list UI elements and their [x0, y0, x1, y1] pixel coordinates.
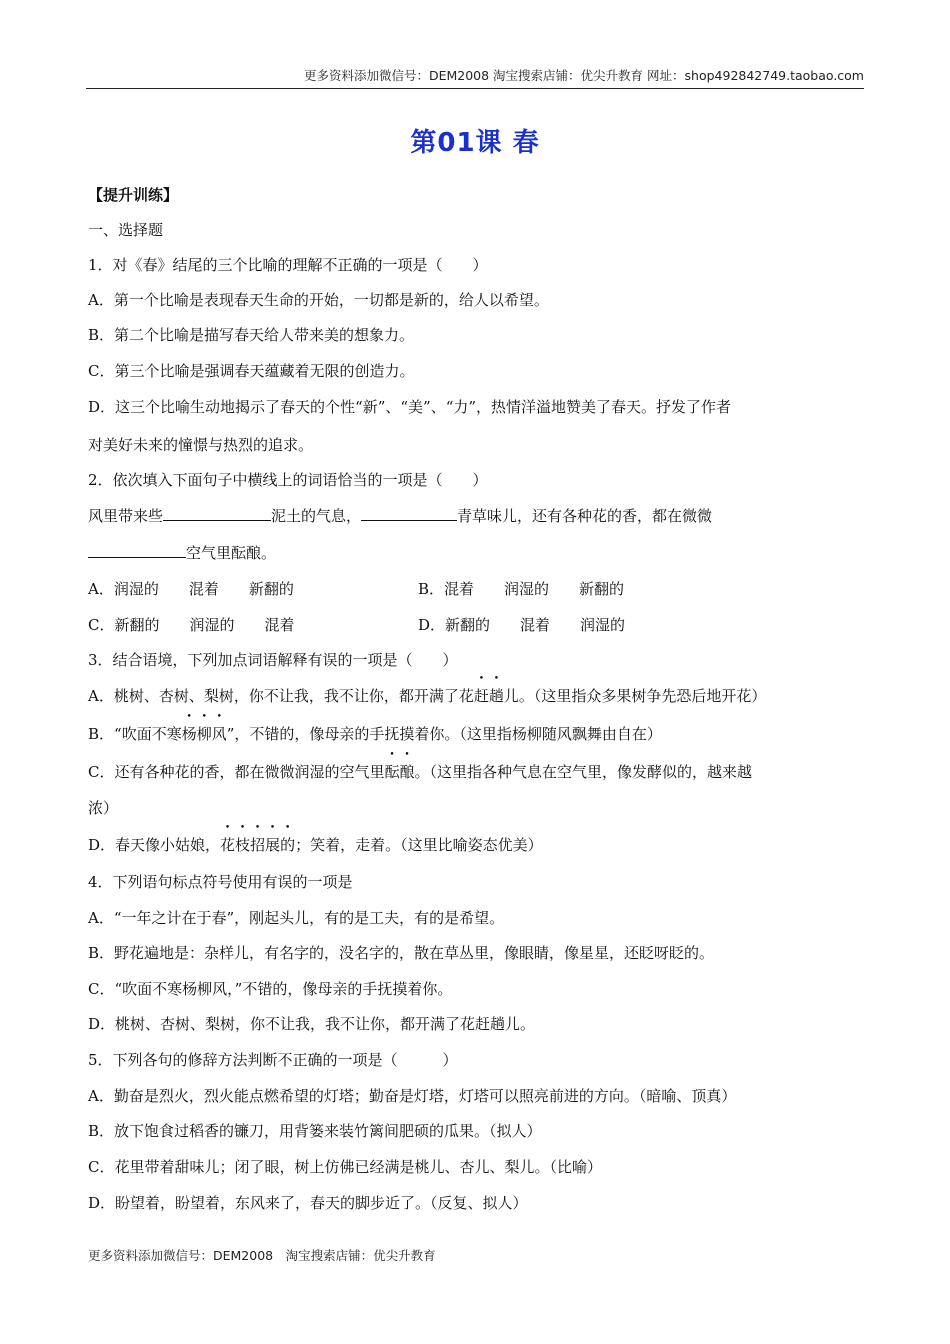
question-1-option-d: D．这三个比喻生动地揭示了春天的个性“新”、“美”、“力”，热情洋溢地赞美了春天。抒发了作者	[88, 398, 732, 416]
question-2-stem: 2．依次填入下面句子中横线上的词语恰当的一项是（ ）	[88, 471, 488, 489]
dotted-word	[182, 725, 227, 743]
question-4-option-a: A．“一年之计在于春”，刚起头儿，有的是工夫，有的是希望。	[88, 909, 505, 927]
question-5-option-a: A．勤奋是烈火，烈火能点燃希望的灯塔；勤奋是灯塔，灯塔可以照亮前进的方向。（暗喻、顶真）	[88, 1087, 737, 1105]
dotted-char: 风	[211, 725, 227, 743]
option-text: 儿。（这里指众多果树争先恐后地开花）	[503, 687, 767, 705]
dotted-word	[474, 687, 504, 705]
dotted-char: 花	[220, 836, 236, 854]
dotted-word	[384, 763, 414, 781]
option-text: ；笑着，走着。（这里比喻姿态优美）	[295, 836, 543, 854]
option-text: D．春天像小姑娘，	[88, 836, 221, 854]
fill-blank	[88, 543, 186, 558]
fill-blank	[361, 506, 457, 521]
question-4-stem: 4．下列语句标点符号使用有误的一项是	[88, 873, 353, 891]
question-3-option-b	[88, 724, 662, 744]
question-4-option-c: C．“吹面不寒杨柳风，”不错的，像母亲的手抚摸着你。	[88, 980, 453, 998]
question-2-option-d: D．新翻的 混着 润湿的	[418, 616, 626, 634]
question-5-option-b: B．放下饱食过稻香的镰刀，用背篓来装竹篱间肥硕的瓜果。（拟人）	[88, 1122, 542, 1140]
option-text: A．桃树、杏树、梨树，你不让我，我不让你，都开满了花	[88, 687, 474, 705]
sentence-part: 空气里酝酿。	[186, 544, 277, 562]
dotted-char: 柳	[196, 725, 212, 743]
dotted-char: 赶	[473, 687, 489, 705]
sentence-part: 风里带来些	[88, 507, 164, 525]
dotted-char: 趟	[488, 687, 504, 705]
question-2-option-c: C．新翻的 润湿的 混着	[88, 616, 295, 634]
question-1-option-b: B．第二个比喻是描写春天给人带来美的想象力。	[88, 326, 415, 344]
question-3-option-c	[88, 762, 752, 782]
dotted-char: 杨	[181, 725, 197, 743]
question-1-option-c: C．第三个比喻是强调春天蕴藏着无限的创造力。	[88, 362, 415, 380]
dotted-char: 酿	[399, 763, 415, 781]
question-3-option-d	[88, 835, 543, 855]
dotted-char: 酝	[384, 763, 400, 781]
question-4-option-d: D．桃树、杏树、梨树，你不让我，我不让你，都开满了花赶趟儿。	[88, 1015, 536, 1033]
dotted-char: 招	[250, 836, 266, 854]
option-text: C．还有各种花的香，都在微微润湿的空气里	[88, 763, 385, 781]
question-2-option-b: B．混着 润湿的 新翻的	[418, 580, 625, 598]
option-text: 。（这里指各种气息在空气里，像发酵似的，越来越	[414, 763, 753, 781]
question-4-option-b: B．野花遍地是：杂样儿，有名字的，没名字的，散在草丛里，像眼睛，像星星，还眨呀眨的。	[88, 944, 715, 962]
question-5-stem: 5．下列各句的修辞方法判断不正确的一项是（ ）	[88, 1051, 458, 1069]
header-rule	[86, 88, 864, 89]
dotted-word	[220, 836, 295, 854]
question-5-option-c: C．花里带着甜味儿；闭了眼，树上仿佛已经满是桃儿、杏儿、梨儿。（比喻）	[88, 1158, 602, 1176]
page-header: 更多资料添加微信号：DEM2008 淘宝搜索店铺：优尖升教育 网址：shop492842749.taobao.com	[303, 68, 864, 83]
question-2-sentence-cont	[88, 543, 276, 563]
dotted-char: 展	[265, 836, 281, 854]
dotted-char: 枝	[235, 836, 251, 854]
question-3-stem: 3．结合语境，下列加点词语解释有误的一项是（ ）	[88, 651, 458, 669]
question-3-option-a	[88, 686, 766, 706]
page-footer: 更多资料添加微信号：DEM2008 淘宝搜索店铺：优尖升教育	[88, 1248, 436, 1263]
question-3-option-c-cont: 浓）	[88, 799, 119, 817]
sentence-part: 泥土的气息，	[271, 507, 362, 525]
option-text: ”，不错的，像母亲的手抚摸着你。（这里指杨柳随风飘舞由自在）	[226, 725, 662, 743]
section-heading: 【提升训练】	[88, 186, 179, 204]
option-text: B．“吹面不寒	[88, 725, 182, 743]
question-1-option-d-cont: 对美好未来的憧憬与热烈的追求。	[88, 436, 314, 454]
question-1-stem: 1．对《春》结尾的三个比喻的理解不正确的一项是（ ）	[88, 256, 488, 274]
question-5-option-d: D．盼望着，盼望着，东风来了，春天的脚步近了。（反复、拟人）	[88, 1194, 528, 1212]
question-1-option-a: A．第一个比喻是表现春天生命的开始，一切都是新的，给人以希望。	[88, 291, 549, 309]
part-heading: 一、选择题	[88, 221, 164, 239]
question-2-option-a: A．润湿的 混着 新翻的	[88, 580, 294, 598]
page-title: 第01课 春	[410, 128, 540, 158]
question-2-sentence	[88, 506, 712, 526]
fill-blank	[163, 506, 271, 521]
dotted-char: 的	[280, 836, 296, 854]
sentence-part: 青草味儿，还有各种花的香，都在微微	[457, 507, 713, 525]
